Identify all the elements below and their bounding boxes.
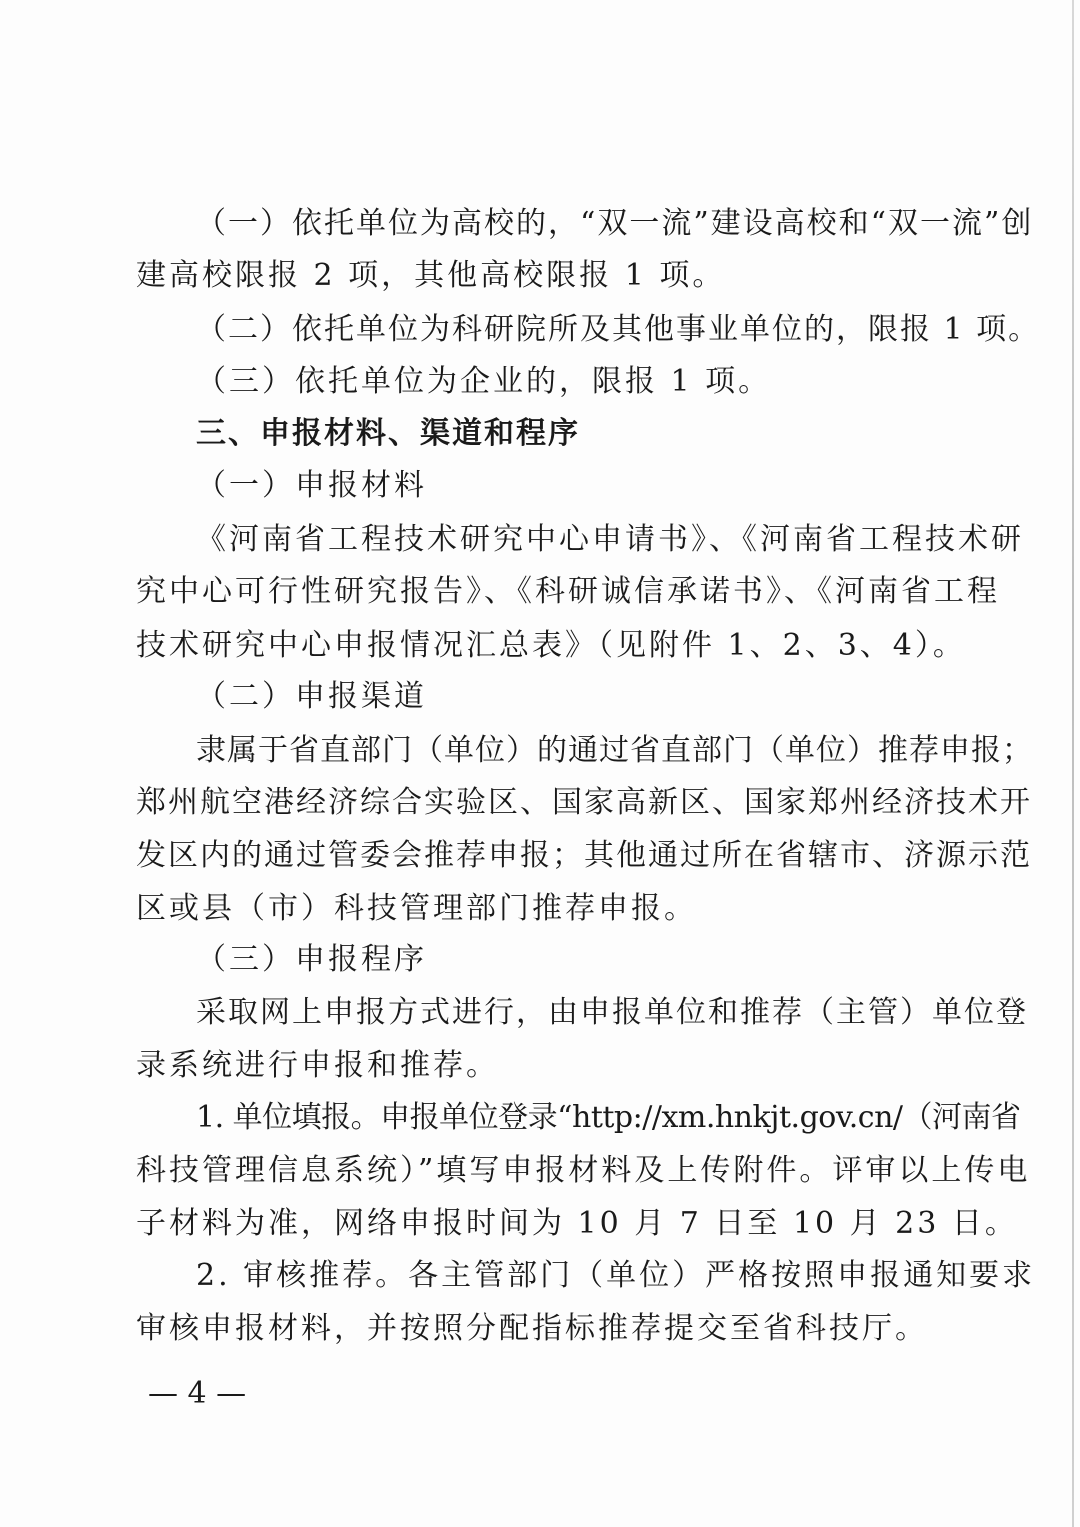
- subsection-title: （二）申报渠道: [196, 679, 427, 714]
- subsection-title: （三）申报程序: [196, 942, 427, 977]
- paragraph-line: 究中心可行性研究报告》、《科研诚信承诺书》、《河南省工程: [136, 574, 1000, 609]
- paragraph-line: （三）依托单位为企业的，限报 1 项。: [196, 364, 772, 399]
- scan-edge-line: [1072, 0, 1074, 1527]
- paragraph-line: 2. 审核推荐。各主管部门（单位）严格按照申报通知要求: [196, 1258, 1036, 1293]
- paragraph-line: 科技管理信息系统）”填写申报材料及上传附件。评审以上传电: [136, 1153, 1031, 1188]
- paragraph-line: 子材料为准，网络申报时间为 10 月 7 日至 10 月 23 日。: [136, 1206, 1018, 1241]
- paragraph-line: 郑州航空港经济综合实验区、国家高新区、国家郑州经济技术开: [136, 785, 1032, 820]
- subsection-title: （一）申报材料: [196, 468, 427, 503]
- section-heading: 三、申报材料、渠道和程序: [196, 416, 580, 451]
- paragraph-line: 区或县（市）科技管理部门推荐申报。: [136, 891, 697, 926]
- paragraph-line: 《河南省工程技术研究中心申请书》、《河南省工程技术研: [196, 522, 1024, 557]
- page-number: — 4 —: [148, 1376, 247, 1411]
- paragraph-line: 1. 单位填报。申报单位登录“http://xm.hnkjt.gov.cn/（河南省: [196, 1100, 1021, 1135]
- paragraph-line: 发区内的通过管委会推荐申报；其他通过所在省辖市、济源示范: [136, 838, 1032, 873]
- paragraph-line: 隶属于省直部门（单位）的通过省直部门（单位）推荐申报；: [196, 733, 1033, 768]
- paragraph-line: 审核申报材料，并按照分配指标推荐提交至省科技厅。: [136, 1311, 928, 1346]
- paragraph-line: （二）依托单位为科研院所及其他事业单位的，限报 1 项。: [196, 312, 1041, 347]
- paragraph-line: （一）依托单位为高校的，“双一流”建设高校和“双一流”创: [196, 206, 1034, 241]
- paragraph-line: 技术研究中心申报情况汇总表》（见附件 1、2、3、4）。: [136, 628, 966, 663]
- paragraph-line: 建高校限报 2 项，其他高校限报 1 项。: [136, 258, 726, 293]
- paragraph-line: 采取网上申报方式进行，由申报单位和推荐（主管）单位登: [196, 995, 1028, 1030]
- paragraph-line: 录系统进行申报和推荐。: [136, 1048, 499, 1083]
